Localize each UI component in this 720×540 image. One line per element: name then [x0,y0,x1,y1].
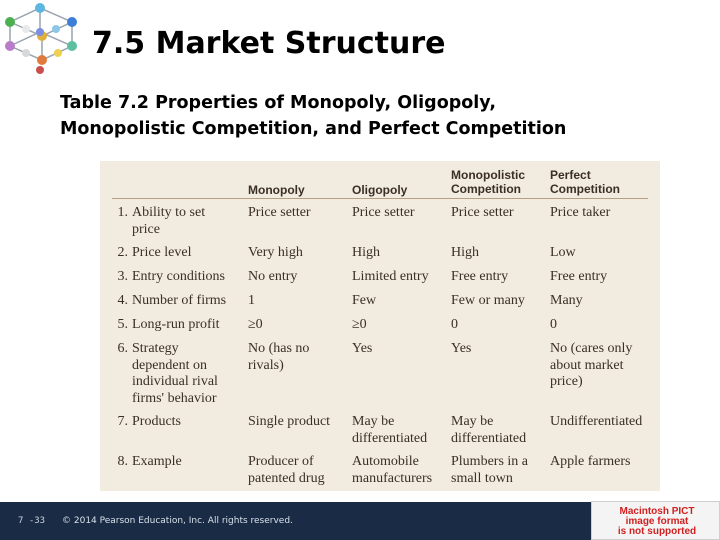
header-perfect-competition [550,168,620,196]
cell-perfect [550,341,632,391]
cell-monopoly-line: ≥0 [248,317,263,332]
cell-perfect [550,454,630,471]
page-number: 7 -33 [18,516,46,526]
cell-perfect-line: Many [550,293,583,308]
header-perfect-line-1: Perfect [550,168,591,182]
cell-property [132,341,218,407]
cell-perfect-line: about market [550,357,624,373]
cell-monopolistic-line: May be [451,414,494,429]
cell-perfect-line: price) [550,374,583,389]
unsupported-image-placeholder [591,501,720,540]
cell-monopoly [248,269,297,286]
row-number: 8. [117,454,128,469]
cell-property-line: Number of firms [132,293,227,308]
cell-oligopoly [352,341,372,358]
cell-oligopoly [352,245,380,262]
cell-property-line: Ability to set [132,205,206,220]
cell-monopolistic [451,341,471,358]
cell-oligopoly [352,317,367,334]
header-oligopoly: Oligopoly [352,183,408,197]
cell-property [132,205,205,238]
cell-perfect [550,293,583,310]
cell-perfect-line: Price taker [550,205,611,220]
cell-perfect [550,317,557,334]
cell-monopoly [248,245,303,262]
placeholder-line-2: image format [625,516,689,527]
cell-oligopoly [352,414,427,447]
cell-oligopoly-line: Yes [352,341,373,356]
cell-monopolistic-line: High [451,245,479,260]
cell-perfect [550,205,610,222]
header-monopolistic-competition [451,168,525,196]
cell-oligopoly-line: Limited entry [352,269,429,284]
cell-property-line: Long-run profit [132,317,220,332]
cell-monopolistic [451,317,458,334]
header-monopolistic-line-2: Competition [451,182,521,196]
cell-perfect-line: No (cares only [550,341,633,356]
cell-monopolistic-line: Plumbers in a [451,454,528,469]
cell-monopolistic [451,205,514,222]
cell-monopoly-line: rivals) [248,357,284,373]
cell-oligopoly-line: differentiated [352,430,428,446]
cell-perfect [550,414,642,431]
cell-monopoly-line: Price setter [248,205,311,220]
row-number: 2. [117,245,128,260]
copyright-notice: © 2014 Pearson Education, Inc. All rights reserved. [62,516,293,526]
market-structure-table [100,161,660,491]
caption-line-1: Table 7.2 Properties of Monopoly, Oligopoly, [60,93,496,113]
placeholder-line-3: is not supported [617,526,697,537]
header-divider [112,198,648,199]
row-number: 3. [117,269,128,284]
cell-monopolistic [451,414,526,447]
row-number: 7. [117,414,128,429]
cell-monopoly-line: patented drug [248,470,325,486]
cell-monopolistic-line: Yes [451,341,472,356]
cell-monopoly-line: Single product [248,414,331,429]
cell-oligopoly-line: May be [352,414,395,429]
cell-monopolistic [451,293,525,310]
row-number: 4. [117,293,128,308]
cell-property-line: price [132,221,160,237]
cell-property-line: Entry conditions [132,269,225,284]
cell-property-line: firms' behavior [132,390,217,406]
cell-property-line: Products [132,414,181,429]
cell-property [132,245,191,262]
page-title: 7.5 Market Structure [92,26,446,61]
cell-perfect-line: Low [550,245,576,260]
cell-oligopoly-line: Few [352,293,377,308]
cell-perfect [550,269,607,286]
cell-oligopoly-line: High [352,245,380,260]
cell-monopolistic-line: small town [451,470,513,486]
cell-property [132,293,226,310]
cell-property [132,317,219,334]
cell-monopoly [248,205,311,222]
header-monopolistic-line-1: Monopolistic [451,168,525,182]
header-perfect-line-2: Competition [550,182,620,196]
cell-monopoly-line: No entry [248,269,298,284]
cell-oligopoly [352,454,432,487]
cell-perfect [550,245,576,262]
cell-monopolistic [451,454,528,487]
cell-oligopoly [352,293,376,310]
cell-oligopoly-line: manufacturers [352,470,433,486]
cell-perfect-line: 0 [550,317,557,332]
placeholder-line-1: Macintosh PICT [619,506,695,517]
cell-monopolistic-line: Price setter [451,205,514,220]
cell-monopolistic [451,245,479,262]
cell-monopoly [248,293,255,310]
cell-monopoly [248,454,325,487]
table-caption [60,90,700,142]
caption-line-2: Monopolistic Competition, and Perfect Competition [60,119,567,139]
cell-monopolistic-line: Free entry [451,269,509,284]
cell-perfect-line: Free entry [550,269,608,284]
cell-property [132,414,181,431]
cell-monopoly [248,341,309,374]
cell-monopolistic-line: 0 [451,317,458,332]
cell-oligopoly-line: Automobile [352,454,419,469]
cell-property [132,269,225,286]
cell-monopoly-line: No (has no [248,341,310,356]
cell-monopolistic [451,269,508,286]
cell-monopolistic-line: Few or many [451,293,525,308]
cell-perfect-line: Undifferentiated [550,414,643,429]
cell-property-line: dependent on [132,357,208,373]
cell-oligopoly [352,205,415,222]
cell-property-line: Strategy [132,341,179,356]
molecule-logo-icon [2,2,80,76]
cell-monopoly-line: Producer of [248,454,314,469]
header-monopoly: Monopoly [248,183,305,197]
cell-monopoly-line: Very high [248,245,303,260]
cell-property-line: Example [132,454,182,469]
cell-monopoly-line: 1 [248,293,255,308]
cell-monopoly [248,317,263,334]
row-number: 6. [117,341,128,356]
row-number: 5. [117,317,128,332]
cell-perfect-line: Apple farmers [550,454,631,469]
cell-oligopoly-line: ≥0 [352,317,367,332]
cell-oligopoly-line: Price setter [352,205,415,220]
cell-property-line: individual rival [132,374,218,389]
cell-monopolistic-line: differentiated [451,430,527,446]
cell-property [132,454,182,471]
cell-oligopoly [352,269,429,286]
cell-monopoly [248,414,330,431]
row-number: 1. [117,205,128,220]
cell-property-line: Price level [132,245,192,260]
